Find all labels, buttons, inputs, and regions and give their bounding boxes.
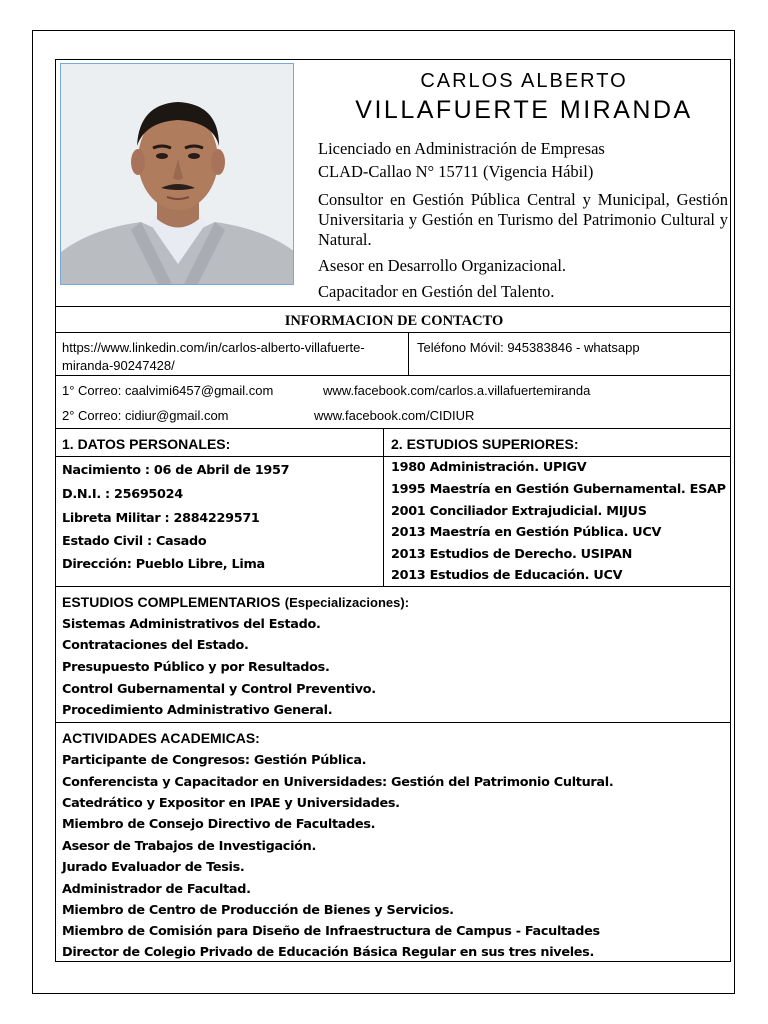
linkedin-link-line1[interactable]: https://www.linkedin.com/in/carlos-alberto-villafuerte- bbox=[62, 340, 365, 355]
activity-item: Administrador de Facultad. bbox=[62, 882, 251, 897]
portrait-image bbox=[61, 64, 294, 285]
email-primary[interactable]: 1° Correo: caalvimi6457@gmail.com bbox=[62, 383, 274, 398]
divider bbox=[56, 586, 730, 587]
divider bbox=[408, 332, 409, 375]
divider bbox=[56, 306, 730, 307]
specialization-item: Presupuesto Público y por Resultados. bbox=[62, 660, 330, 675]
registration-line: CLAD-Callao N° 15711 (Vigencia Hábil) bbox=[318, 162, 594, 181]
divider bbox=[56, 722, 730, 723]
specialization-item: Control Gubernamental y Control Preventivo. bbox=[62, 682, 376, 697]
facebook-cidiur-link[interactable]: www.facebook.com/CIDIUR bbox=[314, 408, 475, 423]
civil-status: Estado Civil : Casado bbox=[62, 534, 207, 549]
profile-photo bbox=[60, 63, 294, 285]
contact-title: INFORMACION DE CONTACTO bbox=[284, 313, 504, 329]
activity-item: Participante de Congresos: Gestión Pública. bbox=[62, 753, 367, 768]
specialization-item: Procedimiento Administrativo General. bbox=[62, 703, 333, 718]
divider bbox=[56, 332, 730, 333]
divider bbox=[56, 375, 730, 376]
consultant-description: Consultor en Gestión Pública Central y Municipal, Gestión Universitaria y Gestión en Turismo del Patrimonio Cultural y Natural. bbox=[318, 190, 728, 249]
specialization-item: Contrataciones del Estado. bbox=[62, 638, 249, 653]
activity-item: Asesor de Trabajos de Investigación. bbox=[62, 839, 317, 854]
complementary-studies-title: ESTUDIOS COMPLEMENTARIOS bbox=[62, 594, 281, 610]
divider bbox=[383, 428, 384, 586]
activity-item: Conferencista y Capacitador en Universidades: Gestión del Patrimonio Cultural. bbox=[62, 775, 614, 790]
study-item: 2013 Estudios de Educación. UCV bbox=[391, 568, 623, 583]
personal-data-title: 1. DATOS PERSONALES: bbox=[62, 436, 231, 452]
cv-table bbox=[55, 59, 731, 962]
last-names: VILLAFUERTE MIRANDA bbox=[355, 96, 693, 124]
divider bbox=[56, 428, 730, 429]
activity-item: Catedrático y Expositor en IPAE y Universidades. bbox=[62, 796, 400, 811]
profession-line: Licenciado en Administración de Empresas bbox=[318, 139, 605, 158]
specialization-item: Sistemas Administrativos del Estado. bbox=[62, 617, 321, 632]
birth-date: Nacimiento : 06 de Abril de 1957 bbox=[62, 463, 290, 478]
facebook-personal-link[interactable]: www.facebook.com/carlos.a.villafuertemiranda bbox=[323, 383, 591, 398]
study-item: 2013 Maestría en Gestión Pública. UCV bbox=[391, 525, 662, 540]
trainer-line: Capacitador en Gestión del Talento. bbox=[318, 282, 555, 301]
activity-item: Miembro de Consejo Directivo de Facultades. bbox=[62, 817, 376, 832]
linkedin-link-line2[interactable]: miranda-90247428/ bbox=[62, 358, 175, 373]
study-item: 1980 Administración. UPIGV bbox=[391, 460, 587, 475]
military-id: Libreta Militar : 2884229571 bbox=[62, 511, 260, 526]
advisor-line: Asesor en Desarrollo Organizacional. bbox=[318, 256, 567, 275]
academic-activities-title: ACTIVIDADES ACADEMICAS: bbox=[62, 730, 260, 746]
activity-item: Miembro de Centro de Producción de Bienes y Servicios. bbox=[62, 903, 454, 918]
activity-item: Jurado Evaluador de Tesis. bbox=[62, 860, 245, 875]
study-item: 1995 Maestría en Gestión Gubernamental. ESAP bbox=[391, 482, 726, 497]
activity-item: Director de Colegio Privado de Educación Básica Regular en sus tres niveles. bbox=[62, 945, 595, 960]
dni: D.N.I. : 25695024 bbox=[62, 487, 183, 502]
first-names: CARLOS ALBERTO bbox=[420, 70, 628, 92]
higher-studies-title: 2. ESTUDIOS SUPERIORES: bbox=[391, 436, 579, 452]
phone-number: Teléfono Móvil: 945383846 - whatsapp bbox=[417, 340, 640, 355]
activity-item: Miembro de Comisión para Diseño de Infraestructura de Campus - Facultades bbox=[62, 924, 600, 939]
address: Dirección: Pueblo Libre, Lima bbox=[62, 557, 265, 572]
study-item: 2001 Conciliador Extrajudicial. MIJUS bbox=[391, 504, 647, 519]
email-secondary[interactable]: 2° Correo: cidiur@gmail.com bbox=[62, 408, 229, 423]
complementary-studies-subtitle: (Especializaciones): bbox=[284, 595, 410, 610]
study-item: 2013 Estudios de Derecho. USIPAN bbox=[391, 547, 633, 562]
divider bbox=[56, 456, 730, 457]
complementary-studies-heading bbox=[62, 594, 409, 612]
